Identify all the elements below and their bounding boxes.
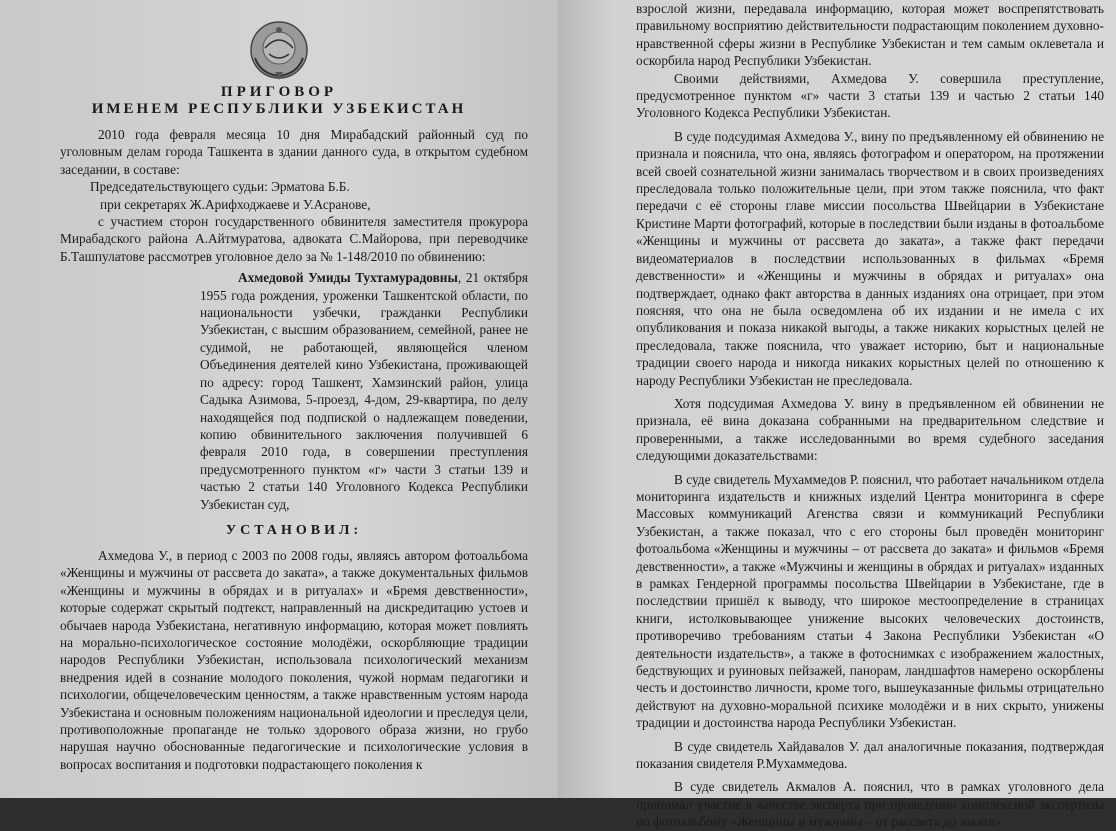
secretaries: при секретарях Ж.Арифходжаеве и У.Асранове, — [100, 196, 371, 212]
defendant-block — [200, 269, 528, 513]
continuation-paragraph: взрослой жизни, передавала информацию, которая может воспрепятствовать правильному восприятию действительности подрастающим поколением духовно-нравственной сферы жизни в Республике Узбекистан и тем самым оклеветала и оскорбила народ Республики Узбекистан. — [636, 1, 1104, 69]
established-heading: УСТАНОВИЛ: — [225, 522, 363, 538]
coat-of-arms-icon — [247, 18, 311, 82]
defendant-name: Ахмедовой Умиды Тухтамурадовны — [238, 270, 458, 286]
document-subtitle: ИМЕНЕМ РЕСПУБЛИКИ УЗБЕКИСТАН — [91, 101, 467, 117]
seal-container — [30, 18, 528, 82]
document-title: ПРИГОВОР — [220, 84, 338, 100]
right-page — [558, 0, 1116, 830]
participants-paragraph: с участием сторон государственного обвинителя заместителя прокурора Мирабадского района А.Айтмуратова, адвоката С.Майорова, при переводчике Б.Ташпулатове рассмотрев уголовное дело за № 1-148/2010 по обвинению: — [60, 214, 528, 264]
defendant-details: , 21 октября 1955 года рождения, уроженки Ташкентской области, по национальности узбечки, гражданки Республики Узбекистан, с высшим образованием, семейной, ранее не судимой, не работающей, являющейся членом Объединения деятелей кино Узбекистана, проживающей по адресу: город Ташкент, Хамзинский район, улица Садыка Азимова, 5-проезд, 4-дом, 29-квартира, по делу находящейся под подпиской о надлежащем поведении, копию обвинительного заключения получившей 6 февраля 2010 года, в совершении преступления предусмотренного пунктом «г» части 3 статьи 139 и частью 2 статьи 140 Уголовного Кодекса Республики Узбекистан суд, — [200, 270, 529, 512]
witness-3-paragraph: В суде свидетель Акмалов А. пояснил, что в рамках уголовного дела принимал участие в качестве эксперта при проведении комплексной экспертизы по фотоальбому «Женщины и мужчины – от рассвета до заката» — [636, 779, 1104, 830]
left-page — [0, 0, 558, 798]
witness-1-paragraph: В суде свидетель Мухаммедов Р. пояснил, что работает начальником отдела мониторинга издательств и книжных изделий Центра мониторинга в сфере Массовых коммуникаций Агенства связи и коммуникаций Республики Узбекистан, а также показал, что с его стороны был проведён мониторинг фотоальбома «Женщины и мужчины – от рассвета до заката» и фильмов «Бремя девственности», а также «Мужчины и женщины в обрядах и ритуалах» изданных в рамках Гендерной программы посольства Швейцарии в Узбекистане, где в последствии пришёл к выводу, что широкое местоопределение в страницах книги, истолковывающее унижение высоких человеческих достоинств, противоречиво требованиям статьи 4 Закона Республики Узбекистан «О деятельности издательств», а также в фотоснимках с изображением жалостных, бедствующих и руиновых пейзажей, панорам, ландшафтов намерено оскорблены честь и достоинство личности, кроме того, вышеуказанные фильмы отрицательно действуют на духовно-моральной психике молодёжи и в них скрыто, унижены традиции и достоинства народа Республики Узбекистан. — [636, 471, 1104, 731]
actions-paragraph: Своими действиями, Ахмедова У. совершила преступление, предусмотренное пунктом «г» части 3 статьи 139 и частью 2 статьи 140 Уголовного Кодекса Республики Узбекистан. — [636, 70, 1104, 121]
defendant-plea-paragraph: В суде подсудимая Ахмедова У., вину по предъявленному ей обвинению не признала и пояснила, что она, являясь фотографом и оператором, на протяжении всей своей сознательной жизни занималась творчеством и в своих произведениях преследовала только положительные цели, при этом также пояснила, что факт передачи с её стороны главе миссии посольства Швейцарии в Узбекистане Кристине Марти фотографий, которые в последствии были изданы в фотоальбоме «Женщины и мужчины от рассвета до заката», а также факт передачи видеоматериалов в последствии использованных в фильмах «Бремя девственности» и «Женщины и мужчины в обрядах и ритуалах» она подтверждает, однако факт авторства в данных изданиях она отрицает, при этом поясняя, что она не была осведомлена об их издании и не имела с их опубликования и показа никакой выгоды, а также никаких корыстных целей не преследовала, также пояснила, что уважает историю, быт и национальные традиции своего народа и никогда никаких корыстных целей по отношению к народу Республики Узбекистан не преследовала. — [636, 128, 1104, 388]
intro-paragraph: 2010 года февраля месяца 10 дня Мирабадский районный суд по уголовным делам города Ташкента в здании данного суда, в открытом судебном заседании, в составе: — [60, 127, 528, 177]
established-text: Ахмедова У., в период с 2003 по 2008 годы, являясь автором фотоальбома «Женщины и мужчины от рассвета до заката», а также документальных фильмов «Женщины и мужчины в обрядах и в ритуалах» и «Бремя девственности», которые содержат скрытый подтекст, направленный на дискредитацию устоев и обычаев народа Узбекистана, негативную информацию, которая может повлиять на морально-психологическое состояние молодёжи, оскорбляющие традиции народов Республики Узбекистан, использовала психологический механизм внедрения идей в сознание молодого поколения, чужой нормам педагогики и психологии, общечеловеческим ценностям, а также нравственным устоям народа Узбекистана и основным положениям национальной идеологии и преследуя цели, противоположные пропаганде не только здорового образа жизни, но грубо нарушая научно обоснованные педагогические и психологические условия в вопросах воспитания и подготовки подрастающего поколения к — [60, 547, 528, 772]
evidence-intro-paragraph: Хотя подсудимая Ахмедова У. вину в предъявленном ей обвинении не признала, её вина доказана собранными на предварительном следствие и проверенными, а также исследованными во время судебного заседания следующими доказательствами: — [636, 395, 1104, 464]
witness-2-paragraph: В суде свидетель Хайдавалов У. дал аналогичные показания, подтверждая показания свидетеля Р.Мухаммедова. — [636, 738, 1104, 772]
presiding-judge: Председательствующего судьи: Эрматова Б.Б. — [90, 179, 350, 195]
